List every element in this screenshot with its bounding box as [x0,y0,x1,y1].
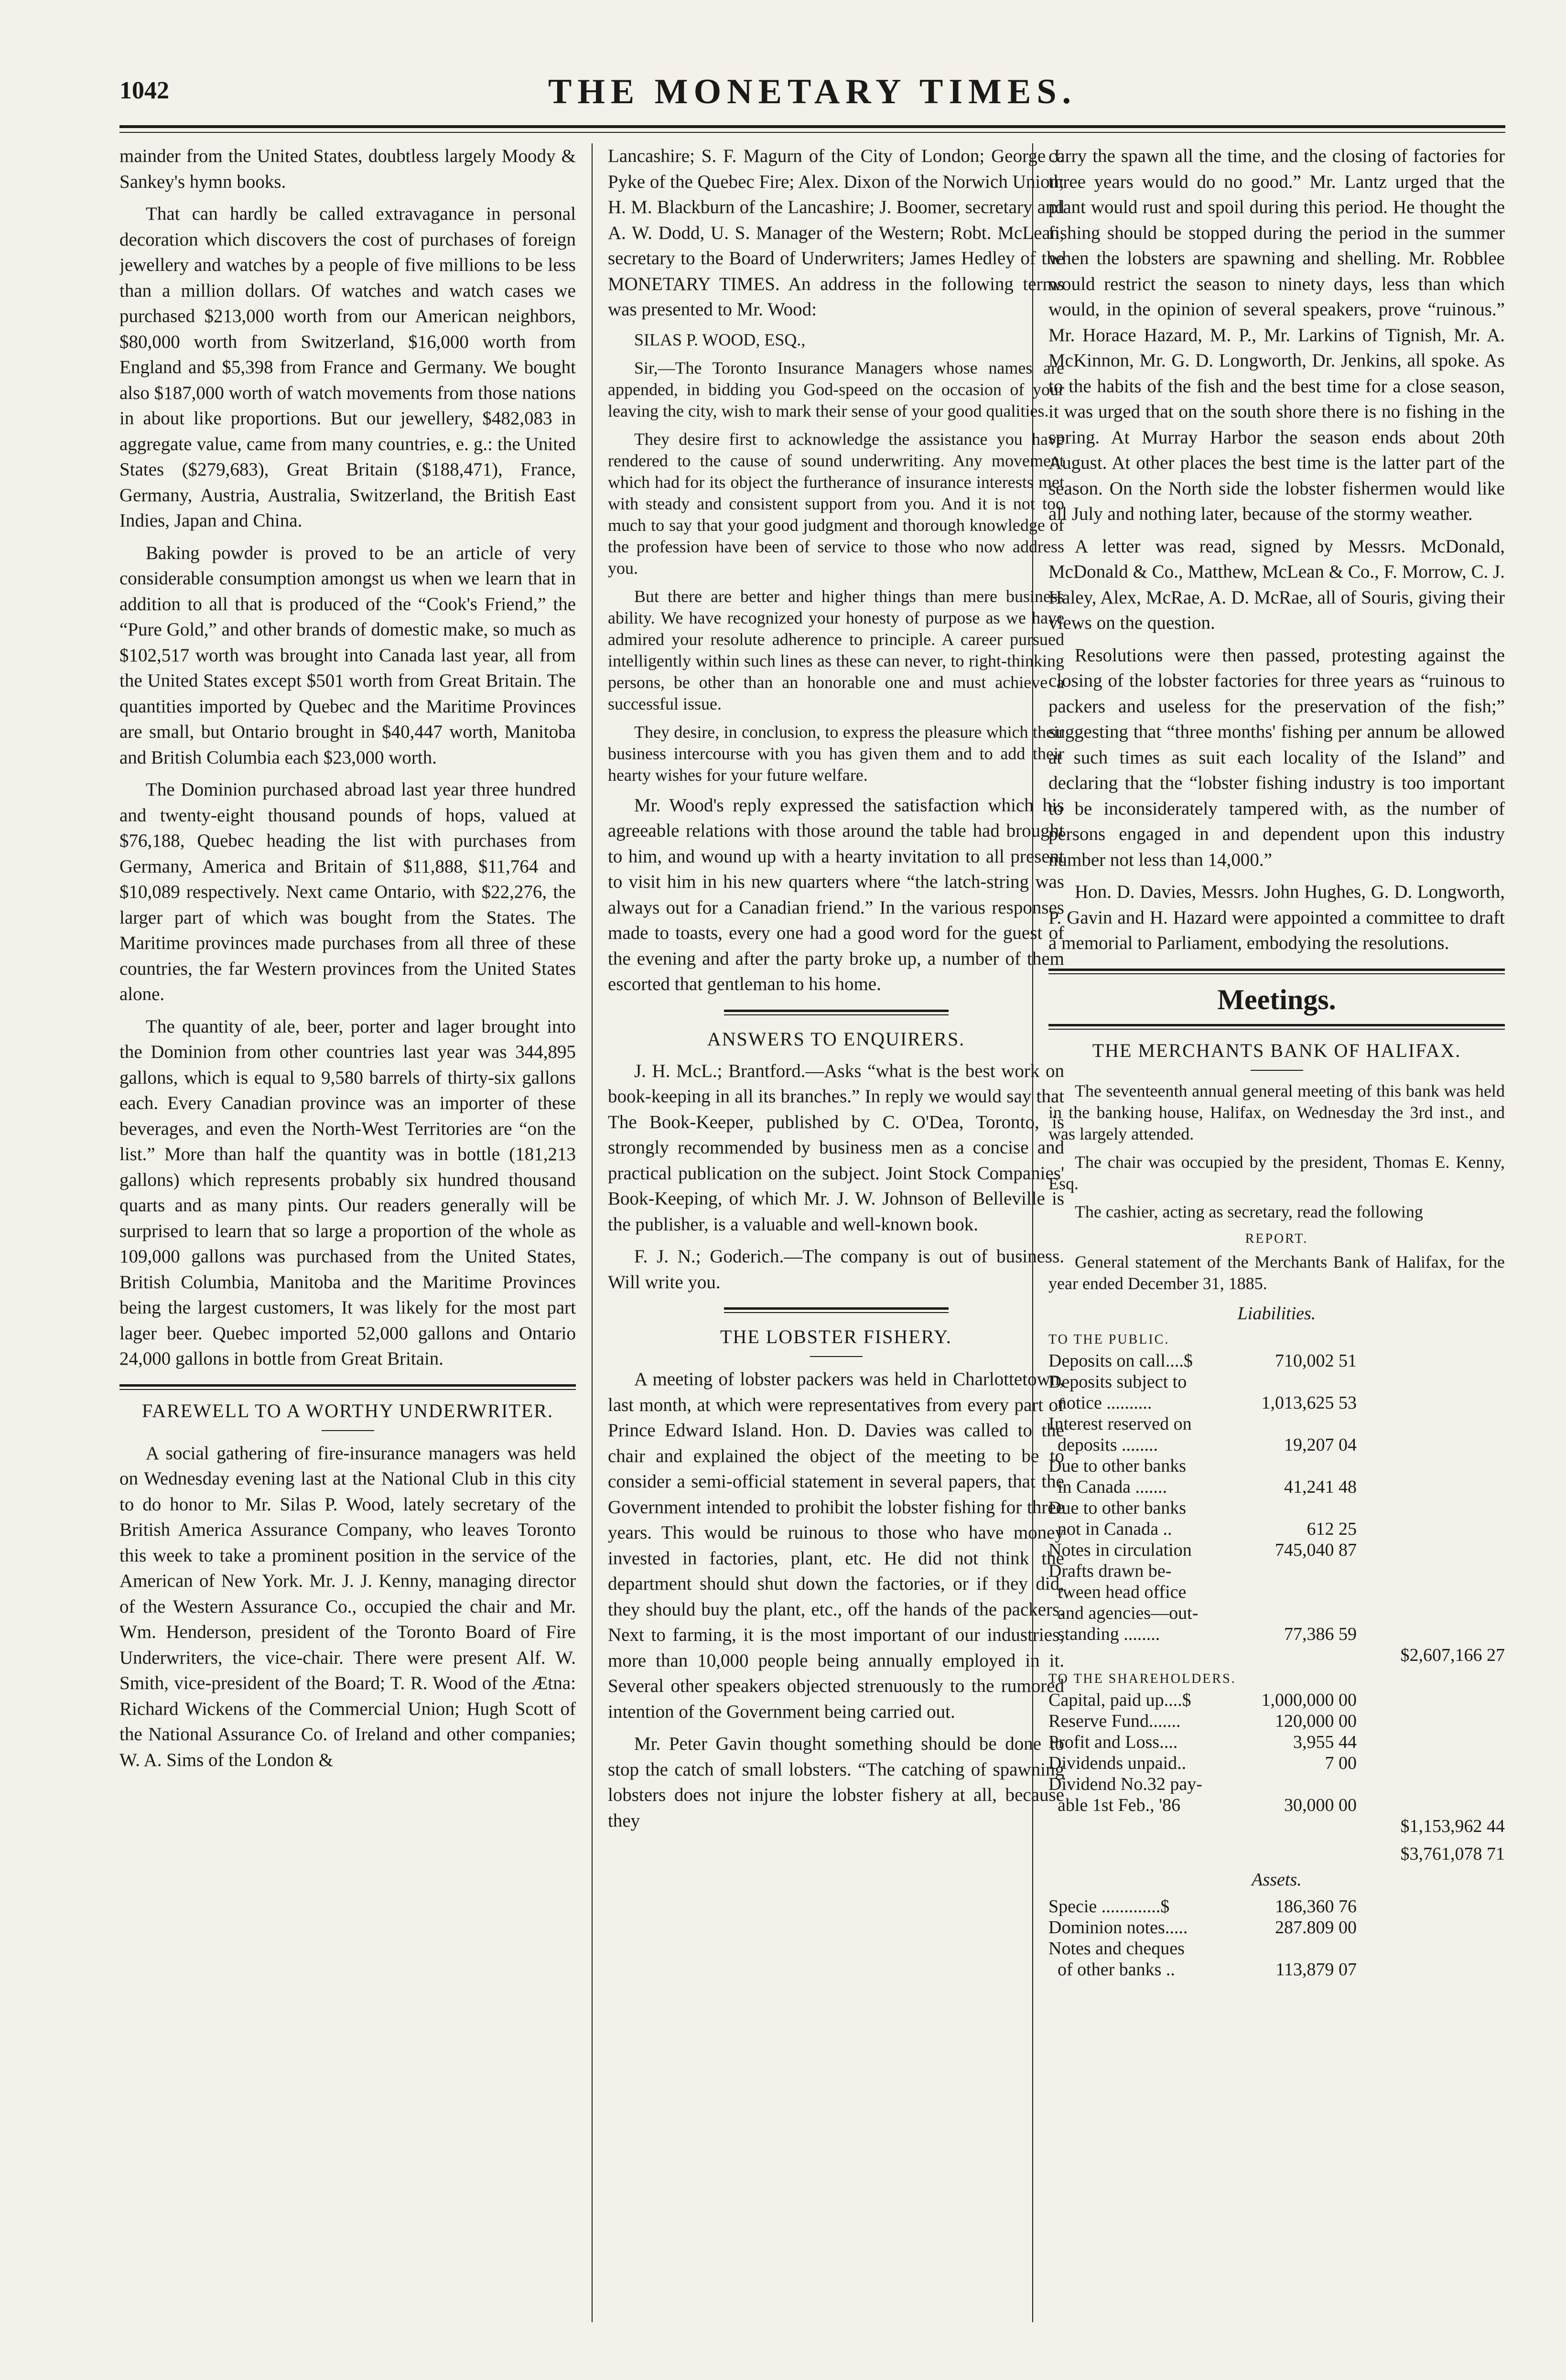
section-rule [1048,969,1505,974]
table-row: Due to other banks [1048,1498,1187,1518]
table-row: not in Canada .. 612 25 [1048,1519,1357,1539]
to-public-label: TO THE PUBLIC. [1048,1332,1170,1347]
shareholder-liabilities-table [1048,1690,1505,1864]
paragraph: F. J. N.; Goderich.—The company is out of business. Will write you. [608,1246,1064,1292]
page-header [119,72,1505,115]
farewell-heading: FAREWELL TO A WORTHY UNDERWRITER. [142,1400,553,1422]
address-paragraph: They desire first to acknowledge the assistance you have rendered to the cause of sound underwriting. Any movement which had for its object the furtherance of insurance interests met with steady and consistent support from you. And it is not too much to say that your good judgment and thorough knowledge of the profession have been of service to those who now address you. [608,429,1064,578]
table-row: Dividend No.32 pay- [1048,1774,1202,1794]
address-paragraph: Sir,—The Toronto Insurance Managers whose names are appended, in bidding you God-speed on the occasion of your leaving the city, wish to mark their sense of your good qualities. [608,358,1064,420]
address-paragraph: But there are better and higher things than mere business ability. We have recognized your honesty of purpose as we have admired your resolute adherence to principle. A career pursued intelligently within such lines as these can never, to right-thinking persons, be other than an honorable one and must achieve a successful issue. [608,586,1064,713]
table-row: and agencies—out- [1048,1603,1199,1623]
paragraph: J. H. McL.; Brantford.—Asks “what is the best work on book-keeping in all its branches.” In reply we would say that The Book-Keeper, published by C. O'Dea, Toronto, is strongly recommended by business men as a concise and practical publication on the subject. Joint Stock Companies' Book-Keeping, of which Mr. J. W. Johnson of Belleville is the publisher, is a valuable and well-known book. [608,1060,1064,1235]
public-liabilities-table [1048,1350,1505,1666]
paragraph: A letter was read, signed by Messrs. McDonald, McDonald & Co., Matthew, McLean & Co., F. Morrow, C. J. Haley, Alex, McRae, A. D. McRae, all of Souris, giving their views on the question. [1048,536,1505,633]
table-row: Deposits subject to [1048,1372,1187,1392]
table-row: tween head office [1048,1582,1187,1602]
table-row: in Canada ....... 41,241 48 [1048,1477,1357,1497]
section-rule [724,1307,949,1313]
table-row: able 1st Feb., '86 30,000 00 [1048,1795,1357,1815]
paragraph: The seventeenth annual general meeting of this bank was held in the banking house, Halifax, on Wednesday the 3rd inst., and was largely attended. [1048,1081,1505,1143]
table-row: Dividends unpaid.. 7 00 [1048,1753,1357,1773]
table-row: notice .......... 1,013,625 53 [1048,1393,1357,1413]
header-rule-thick [119,125,1505,128]
table-row: deposits ........ 19,207 04 [1048,1435,1357,1455]
table-row: of other banks .. 113,879 07 [1048,1959,1357,1980]
section-rule [1048,1024,1505,1030]
paragraph: That can hardly be called extravagance in personal decoration which discovers the cost of purchases of foreign jewellery and watches by a people of five millions to be less than a million dollars. Of watches and watch cases we purchased $213,000 worth from our American neighbors, $80,000 worth from Switzerland, $16,000 worth from England and $5,398 from France and Germany. We bought also $187,000 worth of watch movements from those nations in about like proportions. But our jewellery, $482,083 in aggregate value, came from many countries, e. g.: the United States ($279,683), Great Britain ($188,471), France, Germany, Austria, Australia, Switzerland, the British East Indies, Japan and China. [119,204,576,531]
column-1 [119,143,576,2322]
table-row: standing ........ 77,386 59 [1048,1624,1357,1644]
table-row: Due to other banks [1048,1456,1187,1476]
table-row: Deposits on call....$ 710,002 51 [1048,1351,1357,1371]
address-paragraph: They desire, in conclusion, to express the pleasure which their business intercourse with you has given them and to add their hearty wishes for your future welfare. [608,722,1064,785]
table-row: Dominion notes..... 287.809 00 [1048,1917,1357,1938]
grand-total: $3,761,078 71 [1400,1844,1505,1864]
section-rule [119,1384,576,1390]
table-row: Drafts drawn be- [1048,1561,1172,1581]
page-number: 1042 [119,77,169,104]
paragraph: Mr. Peter Gavin thought something should be done to stop the catch of small lobsters. “The catching of spawning lobsters does not injure the lobster fishery at all, because they [608,1734,1064,1831]
address-salutation: SILAS P. WOOD, ESQ., [634,330,806,349]
table-row: Specie .............$ 186,360 76 [1048,1896,1357,1917]
table-row: Profit and Loss.... 3,955 44 [1048,1732,1357,1752]
bank-heading: THE MERCHANTS BANK OF HALIFAX. [1092,1039,1461,1061]
grand-total-row [1048,1843,1505,1864]
column-divider-1 [592,143,593,2322]
assets-table [1048,1896,1505,1980]
paragraph: Baking powder is proved to be an article of very considerable consumption amongst us when we learn that in addition to all that is produced of the “Cook's Friend,” the “Pure Gold,” and other brands of domestic make, so much as $102,517 worth was brought into Canada last year, all from the United States except $501 worth from Great Britain. The quantities imported by Quebec and the Maritime Provinces are small, but Ontario brought in $40,447 worth, Manitoba and British Columbia each $23,000 worth. [119,542,576,768]
heading-rule [810,1356,863,1357]
paragraph: Mr. Wood's reply expressed the satisfaction which his agreeable relations with those around the table had brought to him, and wound up with a hearty invitation to all present to visit him in his new quarters where “the latch-string was always out for a Canadian friend.” In the various responses made to toasts, every one had a good word for the guest of the evening and after the party broke up, a number of them escorted that gentleman to his home. [608,795,1064,994]
subtotal-row [1048,1816,1505,1837]
paragraph: The chair was occupied by the president, Thomas E. Kenny, Esq. [1048,1152,1505,1193]
header-rule-thin [119,132,1505,133]
liabilities-label: Liabilities. [1237,1303,1316,1324]
table-row: Reserve Fund....... 120,000 00 [1048,1711,1357,1731]
table-row: Interest reserved on [1048,1414,1192,1434]
column-3 [1048,143,1505,2322]
assets-label: Assets. [1252,1870,1302,1890]
paragraph: The cashier, acting as secretary, read the following [1075,1202,1423,1221]
running-title: THE MONETARY TIMES. [548,72,1077,111]
paragraph: Resolutions were then passed, protesting against the closing of the lobster factories for three years as “ruinous to packers and useless for the preservation of the fish;” suggesting that “three months' fishing per annum be allowed at such times as suit each locality of the Island” and declaring that the “lobster fishing industry is too important to be inconsiderately tampered with, as the number of persons engaged in and dependent upon this industry number not less than 14,000.” [1048,645,1505,870]
paragraph: A meeting of lobster packers was held in Charlottetown, last month, at which were representatives from every part of Prince Edward Island. Hon. D. Davies was called to the chair and explained the object of the meeting to be to consider a semi-official statement in several papers, that the Government intended to prohibit the lobster fishing for three years. This would be ruinous to those who have money invested in factories, plant, etc. He did not think the department should shut down the factories, or if they did, they should buy the plant, etc., off the hands of the packers. Next to farming, it is the most important of our industries, more than 10,000 people being annually employed in it. Several other speakers objected strenuously to the rumored intention of the Government being carried out. [608,1369,1064,1722]
report-label: REPORT. [1245,1231,1308,1246]
paragraph: The Dominion purchased abroad last year three hundred and twenty-eight thousand pounds of hops, valued at $76,188, Quebec heading the list with purchases from Germany, America and Britain of $11,888, $11,764 and $10,089 respectively. Next came Ontario, with $22,276, the larger part of which was bought from the States. The Maritime provinces made purchases from all three of these countries, the far Western provinces from the United States alone. [119,779,576,1004]
table-row: Notes and cheques [1048,1938,1185,1959]
subtotal-row [1048,1645,1505,1666]
answers-heading: ANSWERS TO ENQUIRERS. [707,1028,965,1050]
heading-rule [1251,1070,1303,1071]
paragraph: Lancashire; S. F. Magurn of the City of London; George J. Pyke of the Quebec Fire; Alex. Dixon of the Norwich Union; H. M. Blackburn of the Lancashire; J. Boomer, secretary and A. W. Dodd, U. S. Manager of the Western; Robt. McLean, secretary to the Board of Underwriters; James Hedley of the MONETARY TIMES. An address in the following terms was presented to Mr. Wood: [608,146,1064,320]
shareholders-total: $1,153,962 44 [1400,1816,1505,1836]
paragraph: General statement of the Merchants Bank of Halifax, for the year ended December 31, 1885. [1048,1252,1505,1293]
column-2 [608,143,1064,2322]
table-row: Notes in circulation 745,040 87 [1048,1540,1357,1560]
paragraph: mainder from the United States, doubtless largely Moody & Sankey's hymn books. [119,146,576,192]
to-shareholders-label: TO THE SHAREHOLDERS. [1048,1671,1236,1686]
table-row: Capital, paid up....$ 1,000,000 00 [1048,1690,1357,1710]
paragraph: Hon. D. Davies, Messrs. John Hughes, G. D. Longworth, P. Gavin and H. Hazard were appointed a committee to draft a memorial to Parliament, embodying the resolutions. [1048,882,1505,953]
paragraph: A social gathering of fire-insurance managers was held on Wednesday evening last at the National Club in this city to do honor to Mr. Silas P. Wood, lately secretary of the British America Assurance Company, who leaves Toronto this week to take a prominent position in the service of the American of New York. Mr. J. J. Kenny, managing director of the Western Assurance Co., occupied the chair and Mr. Wm. Henderson, president of the Toronto Board of Fire Underwriters, the vice-chair. There were present Alf. W. Smith, vice-president of the Board; T. R. Wood of the Ætna: Richard Wickens of the Commercial Union; Hugh Scott of the National Assurance Co. of Ireland and other companies; W. A. Sims of the London & [119,1443,576,1770]
heading-rule [322,1430,374,1431]
meetings-heading: Meetings. [1217,983,1336,1015]
paragraph: carry the spawn all the time, and the closing of factories for three years would do no good.” Mr. Lantz urged that the plant would rust and spoil during this period. He thought the fishing should be stopped during the period in the summer when the lobsters are spawning and shelling. Mr. Robblee would restrict the season to ninety days, less than which would, in the opinion of several speakers, prove “ruinous.” Mr. Horace Hazard, M. P., Mr. Larkins of Tignish, Mr. A. McKinnon, Mr. G. D. Longworth, Dr. Jenkins, all spoke. As to the habits of the fish and the best time for a close season, it was urged that on the south shore there is no fishing in the spring. At Murray Harbor the season ends about 20th August. At other places the best time is the latter part of the season. On the North side the lobster fishermen would like all July and nothing later, because of the stormy weather. [1048,146,1505,524]
lobster-heading: THE LOBSTER FISHERY. [720,1326,952,1347]
public-total: $2,607,166 27 [1400,1645,1505,1665]
section-rule [724,1010,949,1015]
paragraph: The quantity of ale, beer, porter and lager brought into the Dominion from other countries last year was 344,895 gallons, which is equal to 9,580 barrels of thirty-six gallons each. Every Canadian province was an importer of these beverages, and even the North-West Territories are “on the list.” More than half the quantity was in bottle (181,213 gallons) which represents probably six hundred thousand quarts and as many pints. Our readers generally will be surprised to learn that so large a proportion of the whole as 109,000 gallons was purchased from the United States, British Columbia, Manitoba and the Maritime Provinces being the largest customers, It was likely for the most part lager beer. Quebec imported 52,000 gallons and Ontario 24,000 gallons in bottle from Great Britain. [119,1016,576,1369]
